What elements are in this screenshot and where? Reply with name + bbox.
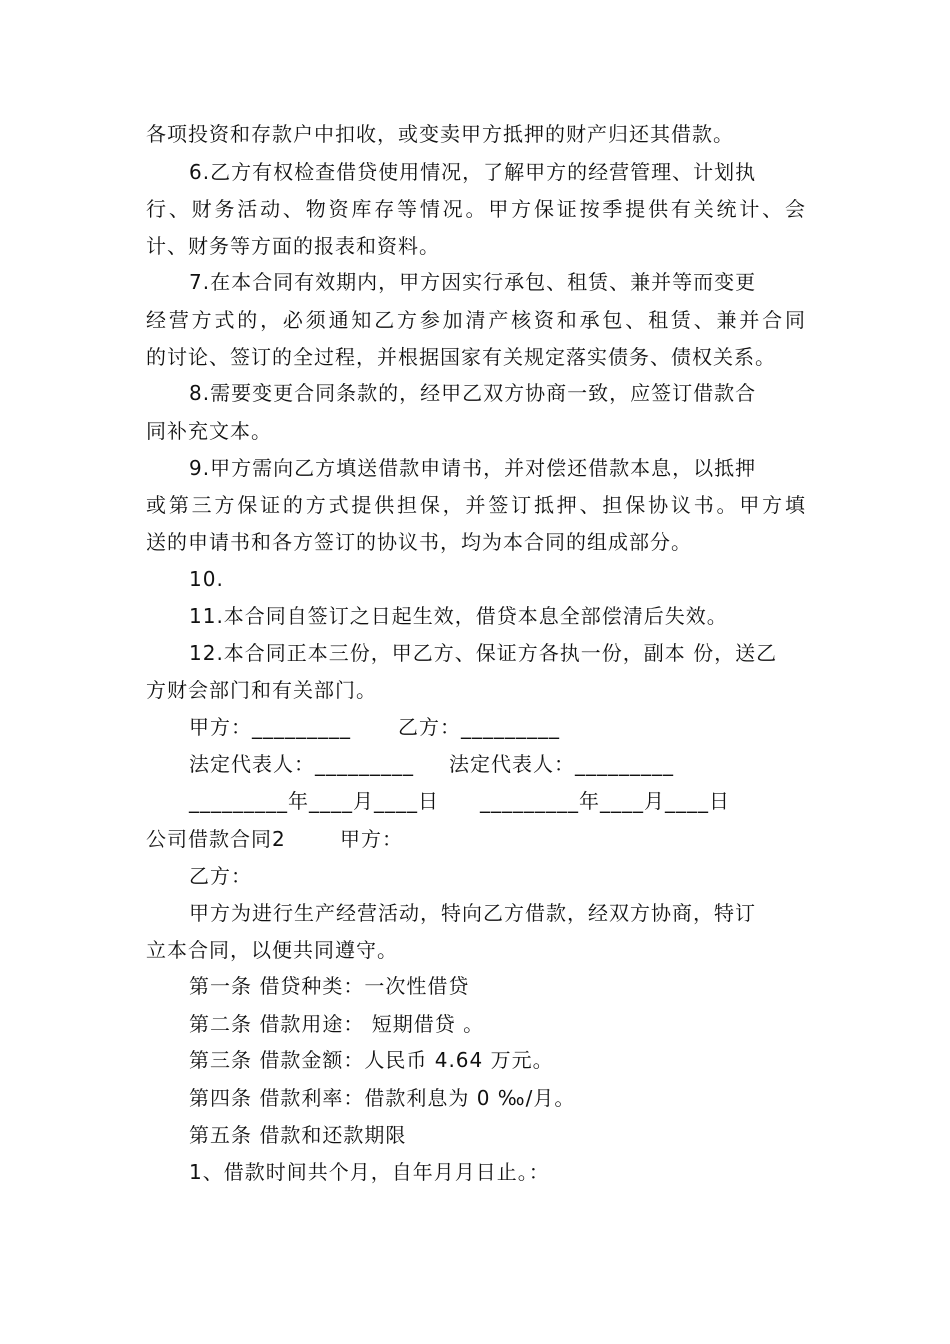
clause-7: 7.在本合同有效期内，甲方因实行承包、租赁、兼并等而变更 bbox=[189, 270, 757, 294]
paragraph-line: 各项投资和存款户中扣收，或变卖甲方抵押的财产归还其借款。 bbox=[146, 122, 734, 146]
paragraph-line: 的讨论、签订的全过程，并根据国家有关规定落实债务、债权关系。 bbox=[146, 345, 776, 369]
paragraph-line: 或第三方保证的方式提供担保，并签订抵押、担保协议书。甲方填 bbox=[146, 493, 806, 517]
article-3: 第三条 借款金额：人民币 4.64 万元。 bbox=[189, 1048, 554, 1072]
article-4: 第四条 借款利率：借款利息为 0 ‰/月。 bbox=[189, 1086, 576, 1110]
clause-9: 9.甲方需向乙方填送借款申请书，并对偿还借款本息，以抵押 bbox=[189, 456, 757, 480]
paragraph-line: 送的申请书和各方签订的协议书，均为本合同的组成部分。 bbox=[146, 530, 692, 554]
clause-8: 8.需要变更合同条款的，经甲乙双方协商一致，应签订借款合 bbox=[189, 381, 757, 405]
signature-dates bbox=[189, 788, 730, 814]
article-5: 第五条 借款和还款期限 bbox=[189, 1123, 407, 1147]
contract2-party-b: 乙方： bbox=[189, 864, 252, 888]
date-b: _________年____月____日 bbox=[480, 789, 730, 813]
clause-6: 6.乙方有权检查借贷使用情况，了解甲方的经营管理、计划执 bbox=[189, 160, 757, 184]
article-5-item-1: 1、借款时间共个月，自年月月日止。： bbox=[189, 1160, 550, 1184]
rep-a-signature: 法定代表人：_________ bbox=[189, 752, 414, 776]
article-1: 第一条 借贷种类：一次性借贷 bbox=[189, 974, 470, 998]
paragraph-line: 同补充文本。 bbox=[146, 419, 272, 443]
paragraph-line: 立本合同，以便共同遵守。 bbox=[146, 938, 398, 962]
clause-11: 11.本合同自签订之日起生效，借贷本息全部偿清后失效。 bbox=[189, 604, 728, 628]
paragraph-line: 计、财务等方面的报表和资料。 bbox=[146, 234, 440, 258]
signature-parties bbox=[189, 714, 560, 740]
contract2-heading: 公司借款合同2 bbox=[146, 827, 286, 851]
party-b-signature: 乙方：_________ bbox=[398, 715, 560, 739]
paragraph-line: 经营方式的，必须通知乙方参加清产核资和承包、租赁、兼并合同 bbox=[146, 308, 806, 332]
contract2-heading-line bbox=[146, 826, 403, 852]
clause-10: 10. bbox=[189, 567, 224, 591]
rep-b-signature: 法定代表人：_________ bbox=[449, 752, 674, 776]
paragraph-line: 行、财务活动、物资库存等情况。甲方保证按季提供有关统计、会 bbox=[146, 197, 806, 221]
clause-12: 12.本合同正本三份，甲乙方、保证方各执一份，副本 份，送乙 bbox=[189, 641, 778, 665]
contract2-party-a: 甲方： bbox=[340, 827, 403, 851]
paragraph-line: 方财会部门和有关部门。 bbox=[146, 678, 377, 702]
date-a: _________年____月____日 bbox=[189, 789, 439, 813]
contract2-intro: 甲方为进行生产经营活动，特向乙方借款，经双方协商，特订 bbox=[189, 901, 756, 925]
signature-representatives bbox=[189, 751, 674, 777]
article-2: 第二条 借款用途： 短期借贷 。 bbox=[189, 1012, 485, 1036]
party-a-signature: 甲方：_________ bbox=[189, 715, 351, 739]
